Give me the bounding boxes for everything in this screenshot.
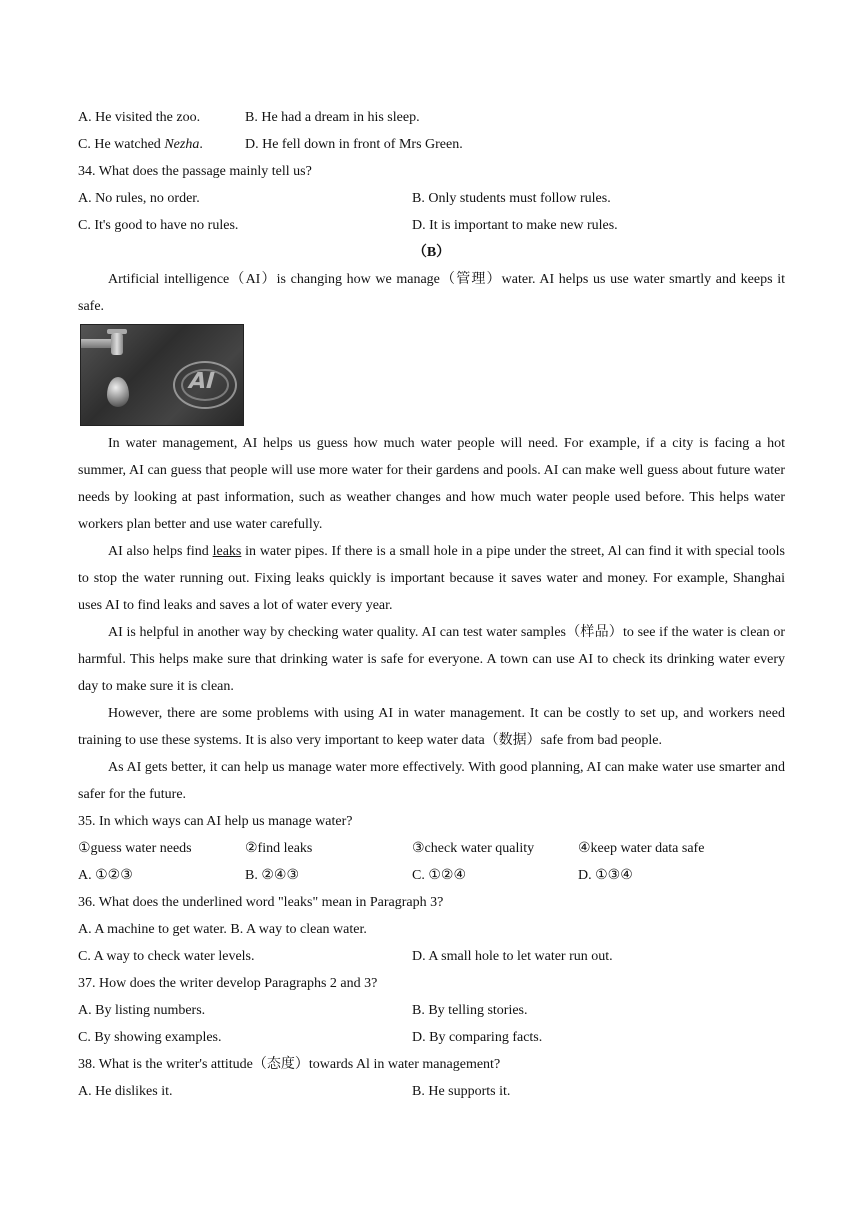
q37-options-row-2 <box>78 1024 785 1051</box>
q35-items-row <box>78 835 785 862</box>
q34-options-row-2 <box>78 212 785 239</box>
underlined-word-leaks: leaks <box>212 544 242 559</box>
passage-intro: Artificial intelligence（AI）is changing how we manage（管理）water. AI helps us use water smartly and keeps it safe. <box>78 272 785 314</box>
q35-question: 35. In which ways can AI help us manage water? <box>78 814 353 829</box>
q36-question: 36. What does the underlined word "leaks" mean in Paragraph 3? <box>78 895 444 910</box>
q35-item-1: ①guess water needs <box>78 841 192 856</box>
q34-option-b: B. Only students must follow rules. <box>412 191 611 206</box>
q37-option-d: D. By comparing facts. <box>412 1030 543 1045</box>
q33-option-a: A. He visited the zoo. <box>78 110 201 125</box>
water-drop-icon <box>107 377 129 407</box>
q38-options-row-1 <box>78 1078 785 1105</box>
section-b-title: （B） <box>412 245 451 260</box>
q34-option-c: C. It's good to have no rules. <box>78 218 239 233</box>
q34-options-row-1 <box>78 185 785 212</box>
q37-options-row-1 <box>78 997 785 1024</box>
q37-option-c: C. By showing examples. <box>78 1030 222 1045</box>
q35-option-c: C. ①②④ <box>412 868 466 883</box>
q35-item-4: ④keep water data safe <box>578 841 705 856</box>
exam-page <box>78 104 785 1105</box>
tap-head-shape <box>111 333 123 355</box>
q36-options-row-1 <box>78 916 785 943</box>
passage-paragraph-6: As AI gets better, it can help us manage water more effectively. With good planning, AI can make water use smarter and safer for the future. <box>78 760 785 802</box>
q36-option-d: D. A small hole to let water run out. <box>412 949 613 964</box>
passage-paragraph-2: In water management, AI helps us guess how much water people will need. For example, if a city is facing a hot summer, AI can guess that people will use more water for their gardens and pools. AI can make well guess about future water needs by looking at past information, such as weather changes and how much water people used before. This helps water workers plan better and use water carefully. <box>78 436 785 532</box>
q36-options-row-2 <box>78 943 785 970</box>
q37-question: 37. How does the writer develop Paragraphs 2 and 3? <box>78 976 378 991</box>
q35-option-a: A. ①②③ <box>78 868 133 883</box>
q35-option-b: B. ②④③ <box>245 868 299 883</box>
q38-option-b: B. He supports it. <box>412 1084 511 1099</box>
q37-option-a: A. By listing numbers. <box>78 1003 206 1018</box>
q34-option-d: D. It is important to make new rules. <box>412 218 618 233</box>
q33-option-d: D. He fell down in front of Mrs Green. <box>245 137 463 152</box>
q38-option-a: A. He dislikes it. <box>78 1084 173 1099</box>
q33-option-b: B. He had a dream in his sleep. <box>245 110 420 125</box>
q38-question: 38. What is the writer's attitude（态度）towards Al in water management? <box>78 1057 501 1072</box>
q35-options-row <box>78 862 785 889</box>
q33-option-c: C. He watched Nezha. <box>78 137 203 152</box>
q35-item-3: ③check water quality <box>412 841 535 856</box>
passage-paragraph-3: AI also helps find leaks in water pipes. If there is a small hole in a pipe under the street, Al can find it with special tools to stop the water running out. Fixing leaks quickly is important because it saves water and money. For example, Shanghai uses AI to find leaks and saves a lot of water every year. <box>78 544 785 613</box>
q35-option-d: D. ①③④ <box>578 868 633 883</box>
q34-question: 34. What does the passage mainly tell us? <box>78 164 312 179</box>
q35-item-2: ②find leaks <box>245 841 313 856</box>
q37-option-b: B. By telling stories. <box>412 1003 528 1018</box>
q33-options-row-1 <box>78 104 785 131</box>
passage-paragraph-5: However, there are some problems with using AI in water management. It can be costly to set up, and workers need training to use these systems. It is also very important to keep water data（数据）safe from bad people. <box>78 706 785 748</box>
movie-title: Nezha <box>164 137 200 152</box>
faucet-ai-water-image <box>80 324 244 426</box>
q34-option-a: A. No rules, no order. <box>78 191 200 206</box>
q36-option-a-b: A. A machine to get water. B. A way to clean water. <box>78 922 367 937</box>
ai-logo-mark: AI <box>185 369 218 394</box>
q33-options-row-2 <box>78 131 785 158</box>
passage-paragraph-4: AI is helpful in another way by checking water quality. AI can test water samples（样品）to see if the water is clean or harmful. This helps make sure that drinking water is safe for everyone. A town can use AI to check its drinking water every day to make sure it is clean. <box>78 625 785 694</box>
q36-option-c: C. A way to check water levels. <box>78 949 255 964</box>
